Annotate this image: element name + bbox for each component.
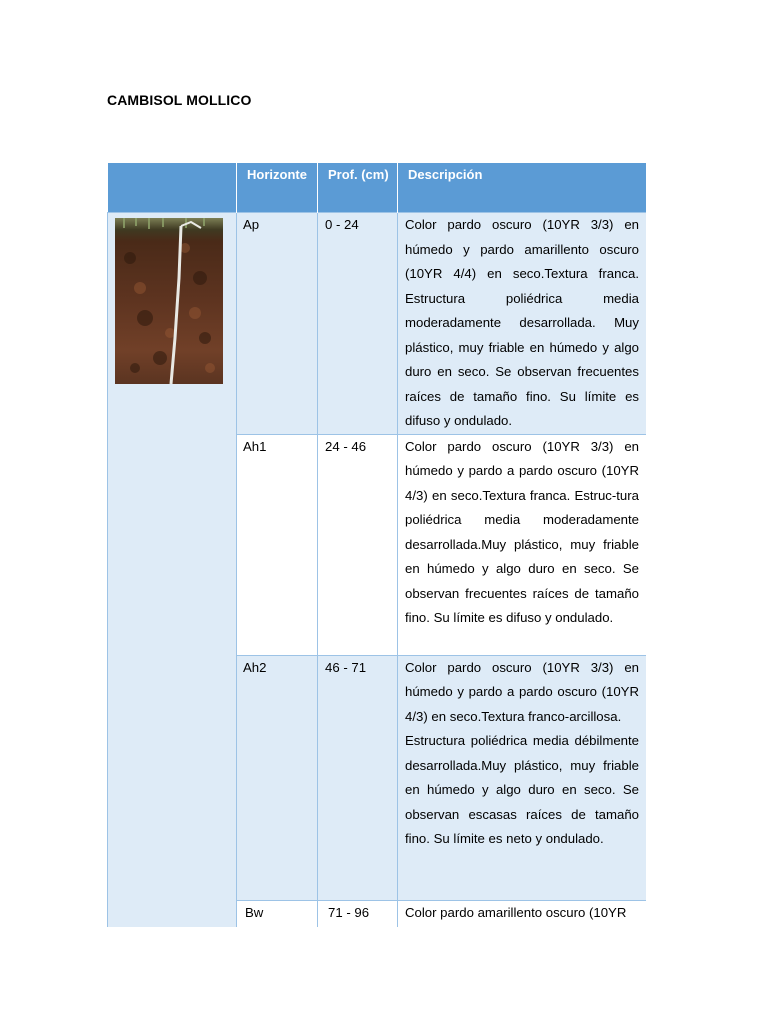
descripcion-text: Color pardo oscuro (10YR 3/3) en húmedo y pardo amarillento oscuro (10YR 4/4) en seco.Textura franca. Estructura poliédrica media moderadamente desarrollada. Muy plástico, muy friable en húmedo y algo duro en seco. Se observan frecuentes raíces de tamaño fino. Su límite es difuso y ondulado. <box>405 217 639 428</box>
descripcion-cell <box>398 900 647 927</box>
table-row <box>108 213 647 435</box>
horizonte-cell: Bw <box>237 900 318 927</box>
descripcion-cell <box>398 434 647 655</box>
horizonte-cell: Ah1 <box>237 434 318 655</box>
soil-profile-photo <box>115 218 223 384</box>
header-prof: Prof. (cm) <box>318 163 398 213</box>
descripcion-text: Color pardo amarillento oscuro (10YR <box>405 904 627 920</box>
header-descripcion: Descripción <box>398 163 647 213</box>
horizonte-cell: Ap <box>237 213 318 435</box>
horizonte-cell: Ah2 <box>237 655 318 900</box>
descripcion-text: Color pardo oscuro (10YR 3/3) en húmedo y pardo a pardo oscuro (10YR 4/3) en seco.Textura franca. Estruc-tura poliédrica media moderadamente desarrollada.Muy plástico, muy friable en húmedo y algo duro en seco. Se observan frecuentes raíces de tamaño fino. Su límite es difuso y ondulado. <box>405 438 639 625</box>
prof-cell: 24 - 46 <box>318 434 398 655</box>
prof-cell: 0 - 24 <box>318 213 398 435</box>
page-title: CAMBISOL MOLLICO <box>107 92 252 108</box>
header-horizonte: Horizonte <box>237 163 318 213</box>
soil-photo-cell <box>108 213 237 928</box>
header-image-cell <box>108 163 237 213</box>
prof-cell: 71 - 96 <box>318 900 398 927</box>
descripcion-cell <box>398 655 647 900</box>
descripcion-cell <box>398 213 647 435</box>
soil-horizons-table <box>107 163 646 927</box>
descripcion-text-part2: Estructura poliédrica media débilmente desarrollada.Muy plástico, muy friable en húmedo y algo duro en seco. Se observan escasas raíces de tamaño fino. Su límite es neto y ondulado. <box>405 733 639 846</box>
soil-horizons-table-wrapper <box>107 163 646 927</box>
prof-cell: 46 - 71 <box>318 655 398 900</box>
descripcion-text-part1: Color pardo oscuro (10YR 3/3) en húmedo y pardo a pardo oscuro (10YR 4/3) en seco.Textura franco-arcillosa. <box>405 659 639 724</box>
table-header-row <box>108 163 647 213</box>
